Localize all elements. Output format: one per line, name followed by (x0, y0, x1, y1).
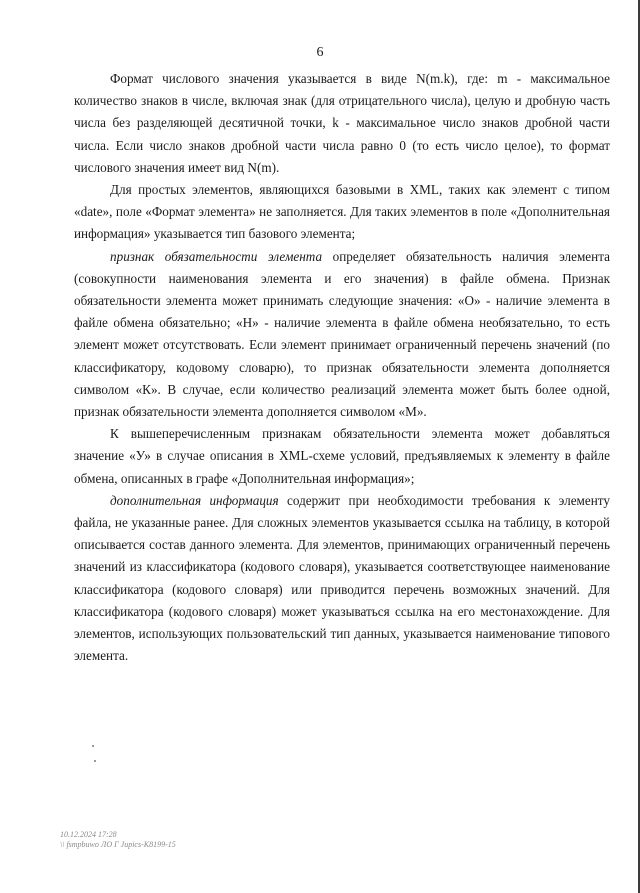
paragraph (74, 246, 610, 424)
paragraph (74, 179, 610, 246)
paragraph (74, 68, 610, 179)
scan-speck (92, 745, 94, 747)
scan-speck (94, 760, 96, 762)
term-italic: дополнительная информация (110, 492, 279, 508)
paragraph-text: Для простых элементов, являющихся базовыми в XML, таких как элемент с типом «date», поле «Формат элемента» не заполняется. Для таких элементов в поле «Дополнительная информация» указывается тип базового элемента; (74, 182, 610, 242)
paragraph (74, 490, 610, 668)
term-italic: признак обязательности элемента (110, 248, 323, 264)
paragraph-text: Формат числового значения указывается в виде N(m.k), где: m - максимальное количество знаков в числе, включая знак (для отрицательного числа), целую и дробную часть числа без разделяющей десятичной точки, k - максимальное число знаков дробной части числа. Если число знаков дробной части числа равно 0 (то есть число целое), то формат числового значения имеет вид N(m). (74, 71, 610, 175)
footer-path: \\ fsmpbuwo ЛО Г Jupics-K8199-15 (60, 840, 176, 849)
footer-stamp (60, 830, 176, 850)
paragraph-text: К вышеперечисленным признакам обязательности элемента может добавляться значение «У» в случае описания в XML-схеме условий, предъявляемых к элементу в файле обмена, описанных в графе «Дополнительная информация»; (74, 426, 610, 486)
document-body (74, 68, 610, 667)
footer-timestamp: 10.12.2024 17:28 (60, 830, 117, 839)
paragraph-text: определяет обязательность наличия элемента (совокупности наименования элемента и его значения) в файле обмена. Признак обязательности элемента может принимать следующие значения: «О» - наличие элемента в файле обмена обязательно; «Н» - наличие элемента в файле обмена необязательно, то есть элемент может отсутствовать. Если элемент принимает ограниченный перечень значений (по классификатору, кодовому словарю), то признак обязательности элемента дополняется символом «К». В случае, если количество реализаций элемента может быть более одной, признак обязательности элемента дополняется символом «М». (74, 248, 610, 420)
page-number: 6 (316, 45, 324, 60)
paragraph (74, 423, 610, 490)
paragraph-text: содержит при необходимости требования к элементу файла, не указанные ранее. Для сложных элементов указывается ссылка на таблицу, в которой описывается состав данного элемента. Для элементов, принимающих ограниченный перечень значений из классификатора (кодового словаря), указывается соответствующее наименование классификатора (кодового словаря) или приводится перечень возможных значений. Для классификатора (кодового словаря) может указываться ссылка на его местонахождение. Для элементов, использующих пользовательский тип данных, указывается наименование типового элемента. (74, 492, 610, 664)
